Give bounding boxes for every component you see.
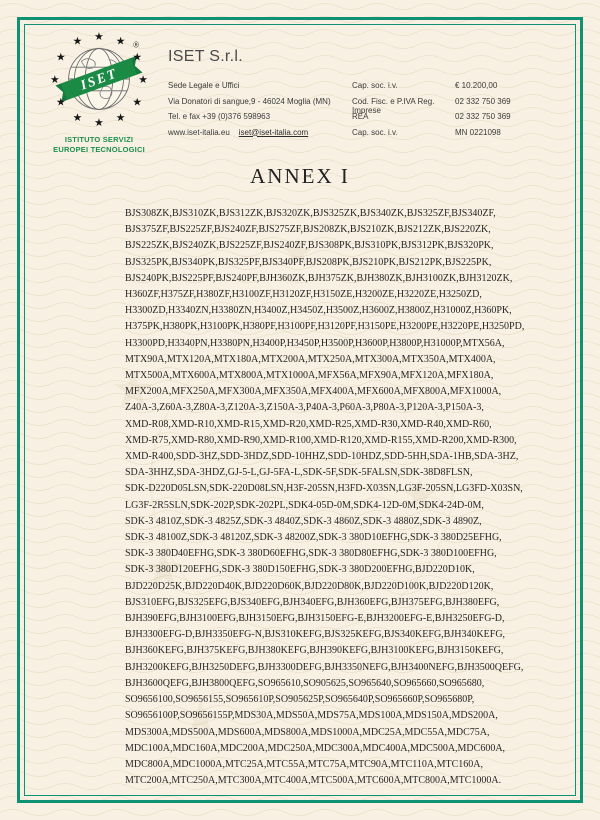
annex-line: SDK-3 48100Z,SDK-3 48120Z,SDK-3 48200Z,SDK-3 380D10EFHG,SDK-3 380D25EFHG, [125, 532, 502, 544]
svg-text:★: ★ [94, 116, 104, 128]
annex-line: BJH3200KEFG,BJH3250DEFG,BJH3300DEFG,BJH3350NEFG,BJH3400NEFG,BJH3500QEFG, [125, 661, 524, 673]
svg-text:★: ★ [115, 34, 126, 48]
annex-line: SO9656100P,SO9656155P,MDS30A,MDS50A,MDS75A,MDS100A,MDS150A,MDS200A, [125, 710, 498, 722]
annex-line: MTX500A,MTX600A,MTX800A,MTX1000A,MFX56A,MFX90A,MFX120A,MFX180A, [125, 370, 494, 382]
annex-title: ANNEX I [250, 164, 350, 188]
annex-line: SDK-D220D05LSN,SDK-220D08LSN,H3F-205SN,H3FD-X03SN,LG3F-205SN,LG3FD-X03SN, [125, 483, 523, 495]
institute-name [36, 135, 162, 154]
institute-name-line2: EUROPEI TECNOLOGICI [53, 144, 145, 154]
annex-line: LG3F-2R5SLN,SDK-202P,SDK-202PL,SDK4-05D-0M,SDK4-12D-0M,SDK4-24D-0M, [125, 499, 484, 511]
annex-line: H360ZF,H375ZF,H380ZF,H3100ZF,H3120ZF,H3150ZE,H3200ZE,H3220ZE,H3250ZD, [125, 289, 482, 301]
company-logo [36, 30, 162, 154]
annex-line: MTC200A,MTC250A,MTC300A,MTC400A,MTC500A,MTC600A,MTC800A,MTC1000A. [125, 775, 502, 787]
annex-line: BJH3300EFG-D,BJH3350EFG-N,BJS310KEFG,BJS325KEFG,BJS340KEFG,BJH340KEFG, [125, 629, 506, 641]
registry-row [352, 81, 552, 97]
contact-line-address: Via Donatori di sangue,9 - 46024 Moglia (MN) [168, 96, 331, 106]
institute-name-line1: ISTITUTO SERVIZI [64, 135, 134, 144]
annex-line: Z40A-3,Z60A-3,Z80A-3,Z120A-3,Z150A-3,P40A-3,P60A-3,P80A-3,P120A-3,P150A-3, [125, 402, 484, 414]
svg-text:★: ★ [55, 95, 66, 109]
annex-line: H375PK,H380PK,H3100PK,H380PF,H3100PF,H3120PF,H3150PE,H3200PE,H3220PE,H3250PD, [125, 321, 525, 333]
annex-line: BJS308ZK,BJS310ZK,BJS312ZK,BJS320ZK,BJS325ZK,BJS340ZK,BJS325ZF,BJS340ZF, [125, 208, 496, 219]
svg-text:★: ★ [132, 50, 143, 64]
annex-line: BJS325PK,BJS340PK,BJS325PF,BJS340PF,BJS208PK,BJS210PK,BJS212PK,BJS225PK, [125, 256, 492, 268]
annex-line: MDS300A,MDS500A,MDS600A,MDS800A,MDS1000A,MDC25A,MDC55A,MDC75A, [125, 726, 490, 738]
contact-block [168, 81, 331, 143]
annex-line: SDK-3 380D120EFHG,SDK-3 380D150EFHG,SDK-3 380D200EFHG,BJD220D10K, [125, 564, 475, 576]
annex-line: MFX200A,MFX250A,MFX300A,MFX350A,MFX400A,MFX600A,MFX800A,MFX1000A, [125, 386, 502, 398]
annex-line: BJH360KEFG,BJH375KEFG,BJH380KEFG,BJH390KEFG,BJH3100KEFG,BJH3150KEFG, [125, 645, 504, 657]
annex-code-list [125, 206, 525, 789]
watermark-star-icon: ★ [140, 541, 187, 599]
spacer [232, 128, 236, 137]
svg-text:★: ★ [72, 111, 83, 125]
annex-line: H3300ZD,H3340ZN,H3380ZN,H3400Z,H3450Z,H3500Z,H3600Z,H3800Z,H31000Z,H360PK, [125, 305, 512, 317]
annex-line: MDC100A,MDC160A,MDC200A,MDC250A,MDC300A,MDC400A,MDC500A,MDC600A, [125, 742, 506, 754]
svg-text:★: ★ [55, 50, 66, 64]
contact-line-office: Sede Legale e Uffici [168, 81, 240, 90]
contact-line-phone: Tel. e fax +39 (0)376 598963 [168, 112, 271, 121]
annex-line: BJS310EFG,BJS325EFG,BJS340EFG,BJH340EFG,BJH360EFG,BJH375EFG,BJH380EFG, [125, 596, 500, 608]
registry-value: 02 332 750 369 [455, 96, 511, 106]
annex-line: SDA-3HHZ,SDA-3HDZ,GJ-5-L,GJ-5FA-L,SDK-5F,SDK-5FALSN,SDK-38D8FLSN, [125, 467, 473, 479]
annex-line: XMD-R08,XMD-R10,XMD-R15,XMD-R20,XMD-R25,XMD-R30,XMD-R40,XMD-R60, [125, 418, 492, 430]
website-text: www.iset-italia.eu [168, 127, 230, 137]
registry-label: Cap. soc. i.v. [352, 81, 398, 90]
email-link[interactable]: iset@iset-italia.com [238, 127, 309, 137]
annex-line: BJH390EFG,BJH3100EFG,BJH3150EFG,BJH3150EFG-E,BJH3200EFG-E,BJH3250EFG-D, [125, 613, 505, 625]
registry-label: Cod. Fisc. e P.IVA Reg. Imprese [352, 96, 435, 115]
annex-line: SO9656100,SO9656155,SO965610P,SO905625P,SO965640P,SO965660P,SO965680P, [125, 694, 475, 706]
annex-line: MDC800A,MDC1000A,MTC25A,MTC55A,MTC75A,MTC90A,MTC110A,MTC160A, [125, 758, 483, 770]
svg-text:★: ★ [138, 72, 148, 86]
registry-value: € 10.200,00 [455, 81, 498, 90]
registry-value: 02 332 750 369 [455, 112, 511, 121]
annex-line: BJS375ZF,BJS225ZF,BJS240ZF,BJS275ZF,BJS208ZK,BJS210ZK,BJS212ZK,BJS220ZK, [125, 224, 491, 236]
watermark-star-icon: ★ [280, 231, 316, 275]
annex-line: MTX90A,MTX120A,MTX180A,MTX200A,MTX250A,MTX300A,MTX350A,MTX400A, [125, 353, 496, 365]
annex-line: SDK-3 380D40EFHG,SDK-3 380D60EFHG,SDK-3 380D80EFHG,SDK-3 380D100EFHG, [125, 548, 497, 560]
watermark-star-icon: ★ [110, 361, 157, 419]
watermark-star-icon: ★ [400, 471, 440, 520]
annex-line: H3300PD,H3340PN,H3380PN,H3400P,H3450P,H3500P,H3600P,H3800P,H31000P,MTX56A, [125, 337, 505, 349]
annex-line: BJD220D25K,BJD220D40K,BJD220D60K,BJD220D80K,BJD220D100K,BJD220D120K, [125, 580, 494, 592]
svg-text:★: ★ [94, 30, 104, 43]
svg-text:★: ★ [72, 34, 83, 48]
svg-text:★: ★ [132, 95, 143, 109]
iset-globe-logo-icon [40, 30, 158, 128]
svg-text:★: ★ [50, 72, 60, 86]
contact-line-web [168, 128, 331, 144]
registry-row [352, 97, 552, 113]
registry-block [352, 81, 552, 143]
company-name: ISET S.r.l. [168, 48, 244, 65]
registered-mark: ® [133, 40, 140, 50]
svg-text:★: ★ [115, 111, 126, 125]
annex-line: BJS240PK,BJS225PF,BJS240PF,BJH360ZK,BJH375ZK,BJH380ZK,BJH3100ZK,BJH3120ZK, [125, 272, 513, 284]
watermark-star-icon: ★ [180, 691, 222, 743]
registry-label: Cap. soc. i.v. [352, 127, 398, 137]
registry-row [352, 128, 552, 144]
annex-line: XMD-R75,XMD-R80,XMD-R90,XMD-R100,XMD-R120,XMD-R155,XMD-R200,XMD-R300, [125, 434, 517, 446]
registry-row [352, 112, 552, 128]
registry-label: REA [352, 112, 369, 121]
svg-text:ISET: ISET [78, 65, 120, 93]
annex-line: BJS225ZK,BJS240ZK,BJS225ZF,BJS240ZF,BJS308PK,BJS310PK,BJS312PK,BJS320PK, [125, 240, 494, 252]
annex-line: BJH3600QEFG,BJH3800QEFG,SO965610,SO905625,SO965640,SO965660,SO965680, [125, 677, 485, 689]
registry-value: MN 0221098 [455, 127, 501, 137]
annex-line: XMD-R400,SDD-3HZ,SDD-3HDZ,SDD-10HHZ,SDD-10HDZ,SDD-5HH,SDA-1HB,SDA-3HZ, [125, 451, 519, 463]
annex-line: SDK-3 4810Z,SDK-3 4825Z,SDK-3 4840Z,SDK-3 4860Z,SDK-3 4880Z,SDK-3 4890Z, [125, 515, 482, 527]
